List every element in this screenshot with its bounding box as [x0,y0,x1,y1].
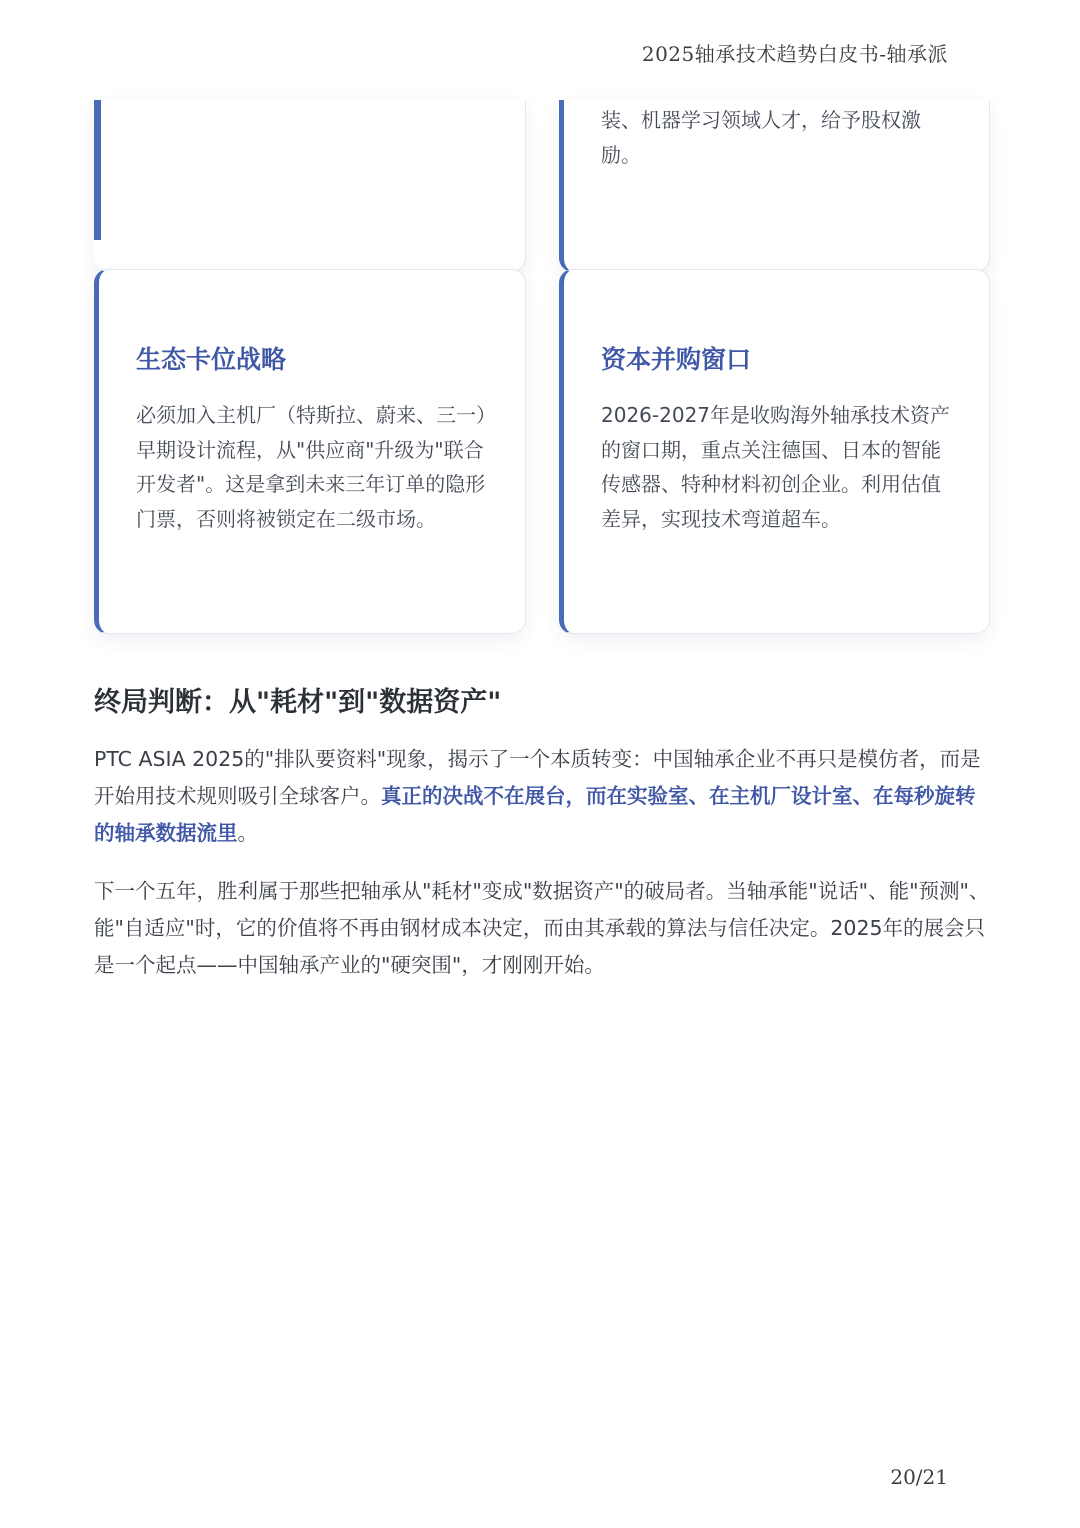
paragraph-1 [94,741,992,852]
paragraph-1-tail: 。 [237,821,258,845]
section-title: 终局判断：从"耗材"到"数据资产" [94,687,502,718]
running-header-title: 2025轴承技术趋势白皮书-轴承派 [641,42,948,66]
card-title-capital: 资本并购窗口 [601,345,752,374]
card-body-capital: 2026-2027年是收购海外轴承技术资产的窗口期，重点关注德国、日本的智能传感器、特种材料初创企业。利用估值差异，实现技术弯道超车。 [601,403,951,531]
card-accent-edge [94,100,101,240]
card-capital-acquisition [559,269,990,634]
card-body-ecosystem: 必须加入主机厂（特斯拉、蔚来、三一）早期设计流程，从"供应商"升级为"联合开发者"。这是拿到未来三年订单的隐形门票，否则将被锁定在二级市场。 [136,403,486,531]
paragraph-1-highlight: 真正的决战不在展台，而在实验室、在主机厂设计室、在每秒旋转的轴承数据流里 [94,784,976,845]
card-ecosystem-strategy [94,269,526,634]
paragraph-1-text: PTC ASIA 2025的"排队要资料"现象，揭示了一个本质转变：中国轴承企业不再只是模仿者，而是开始用技术规则吸引全球客户。 [94,747,981,808]
card-continued-left [94,100,526,272]
paragraph-2: 下一个五年，胜利属于那些把轴承从"耗材"变成"数据资产"的破局者。当轴承能"说话"、能"预测"、能"自适应"时，它的价值将不再由钢材成本决定，而由其承载的算法与信任决定。2025年的展会只是一个起点——中国轴承产业的"硬突围"，才刚刚开始。 [94,879,990,977]
card-title-ecosystem: 生态卡位战略 [136,345,287,374]
card-continued-right [559,100,990,272]
card-body-continued: 装、机器学习领域人才，给予股权激励。 [601,108,921,167]
page-number: 20/21 [890,1465,948,1489]
